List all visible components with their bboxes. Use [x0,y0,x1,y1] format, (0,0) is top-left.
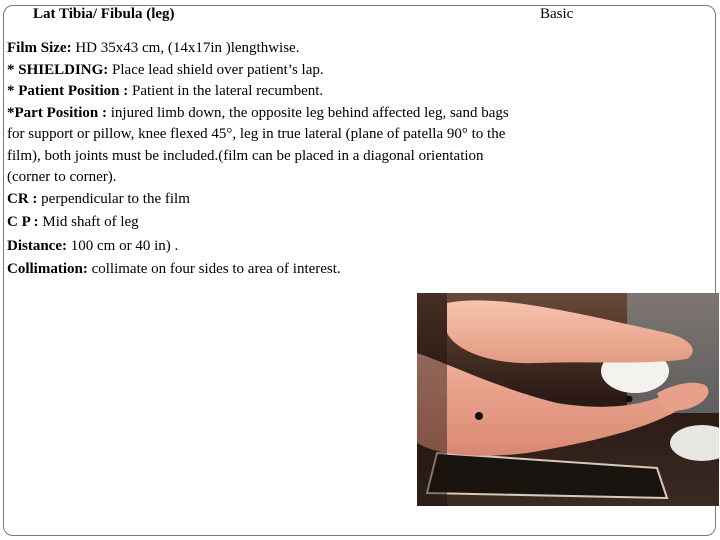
leg-positioning-photo-icon [417,293,719,506]
part-position-line [7,103,512,189]
shielding-line [7,60,512,82]
line-label: *Part Position : [7,104,111,121]
page-title: Lat Tibia/ Fibula (leg) [33,6,175,22]
category-label: Basic [540,6,574,22]
line-label: C P : [7,214,43,230]
patient-position-line [7,81,512,103]
line-text: Place lead shield over patient’s lap. [108,61,324,78]
line-label: * SHIELDING: [7,61,109,78]
line-label: * Patient Position : [7,83,132,99]
instructions-body [7,38,512,281]
line-label: Collimation: [7,261,88,277]
line-text: Patient in the lateral recumbent. [132,83,324,99]
line-label: Film Size: [7,40,72,56]
line-text: injured limb down, the opposite leg behind affected leg, sand bags for support or pillow, knee flexed 45°, leg in true lateral (plane of patella 90° to the film), both joints must be included.(film can be placed in a diagonal orientation (corner to corner). [7,104,509,185]
line-text: perpendicular to the film [41,190,190,207]
line-text: collimate on four sides to area of interest. [87,261,341,277]
line-text: Mid shaft of leg [42,214,139,230]
line-text: HD 35x43 cm, (14x17in )lengthwise. [71,40,300,56]
line-label: CR : [7,190,42,207]
center-point-line [7,212,512,234]
leg-positioning-photo [417,293,719,506]
line-text: 100 cm or 40 in) . [67,237,179,254]
collimation-line [7,259,512,281]
line-label: Distance: [7,237,67,254]
film-size-line [7,38,512,60]
central-ray-line [7,189,512,211]
distance-line [7,236,512,258]
